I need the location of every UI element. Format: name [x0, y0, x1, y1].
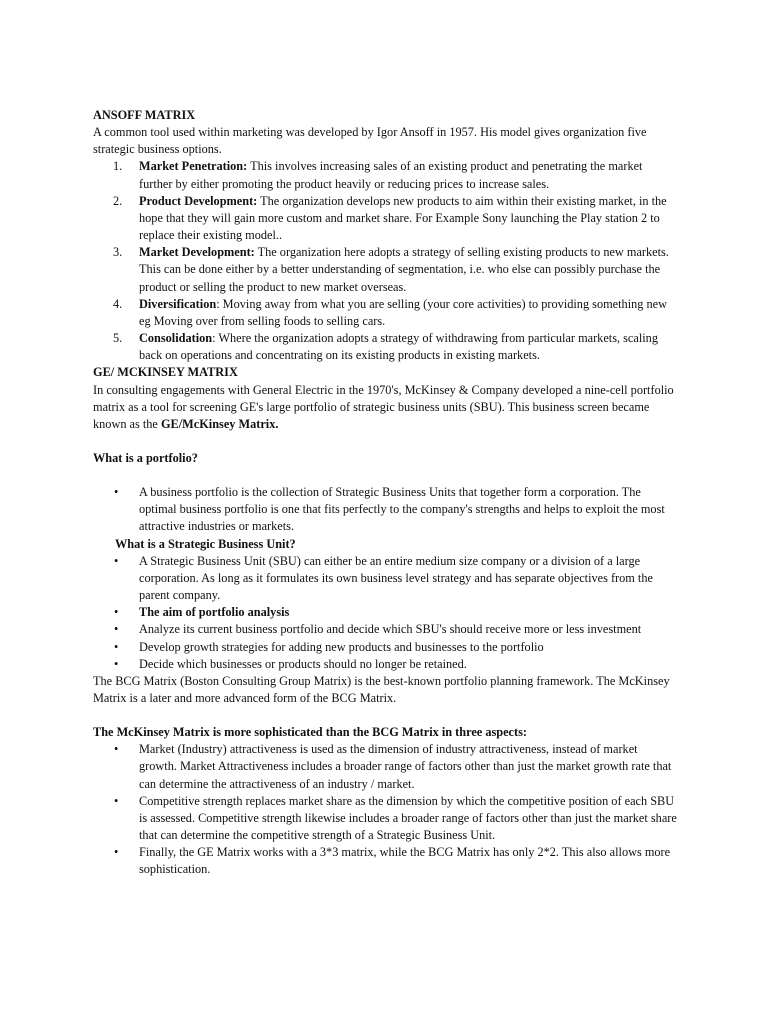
bullet-item	[93, 793, 678, 844]
bullet-item	[93, 621, 678, 638]
item-number: 5.	[113, 331, 123, 346]
spacer	[93, 707, 678, 724]
ge-intro-term: GE/McKinsey Matrix.	[160, 416, 279, 431]
item-text	[139, 296, 678, 330]
ansoff-item	[93, 193, 678, 244]
ge-heading: GE/ MCKINSEY MATRIX	[93, 365, 238, 380]
ansoff-intro: A common tool used within marketing was developed by Igor Ansoff in 1957. His model gives organization five strategic business options.	[93, 125, 647, 157]
item-description: The organization here adopts a strategy of selling existing products to new markets. This can be done either by a better understanding of segmentation, i.e. who else can possibly purchase the product or selling the product to new market overseas.	[139, 245, 669, 294]
item-number: 1.	[113, 159, 123, 174]
ansoff-heading: ANSOFF MATRIX	[93, 108, 196, 122]
bullet-text: A business portfolio is the collection of Strategic Business Units that together form a corporation. The optimal business portfolio is one that fits perfectly to the company's strengths and helps to exploit the most attractive industries or markets.	[139, 485, 665, 534]
item-number: 2.	[113, 193, 123, 208]
item-description: This involves increasing sales of an existing product and penetrating the market further by either promoting the product heavily or reducing prices to increase sales.	[139, 159, 643, 191]
item-number: 4.	[113, 296, 123, 311]
bcg-paragraph: The BCG Matrix (Boston Consulting Group Matrix) is the best-known portfolio planning framework. The McKinsey Matrix is a later and more advanced form of the BCG Matrix.	[93, 673, 670, 705]
spacer	[93, 433, 678, 450]
bullet-text: Market (Industry) attractiveness is used as the dimension of industry attractiveness, instead of market growth. Market Attractiveness includes a broader range of factors other than just the market growth rate that can determine the attractiveness of an industry / market.	[139, 742, 672, 791]
item-term: Market Penetration:	[139, 159, 248, 174]
item-text	[139, 193, 678, 244]
ansoff-item	[93, 158, 678, 192]
bullet-item	[93, 553, 678, 604]
spacer	[93, 467, 678, 484]
bullet-text: Develop growth strategies for adding new products and businesses to the portfolio	[139, 639, 544, 654]
bullet-glyph: •	[114, 622, 119, 637]
bullet-glyph: •	[114, 793, 119, 808]
item-term: Market Development:	[139, 245, 255, 260]
bullet-item	[93, 639, 678, 656]
bullet-text: Finally, the GE Matrix works with a 3*3 matrix, while the BCG Matrix has only 2*2. This also allows more sophistication.	[139, 845, 671, 877]
item-text	[139, 158, 678, 192]
portfolio-question: What is a portfolio?	[93, 450, 198, 465]
item-description: : Moving away from what you are selling (your core activities) to providing something new eg Moving over from selling foods to selling cars.	[139, 296, 667, 328]
bullet-heading: The aim of portfolio analysis	[139, 605, 290, 620]
bullet-glyph: •	[114, 485, 119, 500]
bullet-item	[93, 656, 678, 673]
bullet-text: Competitive strength replaces market share as the dimension by which the competitive position of each SBU is assessed. Competitive strength likewise includes a broader range of factors other than just the market share that can determine the competitive strength of a Strategic Business Unit.	[139, 793, 677, 843]
ge-intro-text: In consulting engagements with General Electric in the 1970's, McKinsey & Company developed a nine-cell portfolio matrix as a tool for screening GE's large portfolio of strategic business units (SBU). This business screen became known as the	[93, 382, 674, 431]
bullet-item	[93, 741, 678, 792]
sbu-question: What is a Strategic Business Unit?	[115, 536, 296, 551]
bullet-glyph: •	[114, 845, 119, 860]
item-term: Diversification	[139, 296, 217, 311]
bullet-text	[139, 604, 678, 621]
item-text	[139, 244, 678, 295]
item-text	[139, 330, 678, 364]
item-term: Product Development:	[139, 193, 258, 208]
bullet-item	[93, 604, 678, 621]
bullet-text: A Strategic Business Unit (SBU) can either be an entire medium size company or a division of a large corporation. As long as it formulates its own business level strategy and has separate objectives from the parent company.	[139, 553, 653, 603]
item-term: Consolidation	[139, 331, 213, 346]
bullet-glyph: •	[114, 605, 119, 620]
aspects-heading: The McKinsey Matrix is more sophisticated than the BCG Matrix in three aspects:	[93, 725, 527, 740]
bullet-glyph: •	[114, 656, 119, 671]
bullet-glyph: •	[114, 553, 119, 568]
item-description: : Where the organization adopts a strategy of withdrawing from particular markets, scaling back on operations and concentrating on its existing products in existing markets.	[139, 331, 658, 363]
bullet-text: Decide which businesses or products should no longer be retained.	[139, 656, 467, 671]
ge-intro	[93, 382, 678, 433]
bullet-glyph: •	[114, 639, 119, 654]
bullet-text: Analyze its current business portfolio and decide which SBU's should receive more or less investment	[139, 622, 642, 637]
document-body	[93, 107, 678, 879]
ansoff-item	[93, 296, 678, 330]
bullet-glyph: •	[114, 742, 119, 757]
ansoff-item	[93, 330, 678, 364]
item-description: The organization develops new products to aim within their existing market, in the hope that they will gain more custom and market share. For Example Sony launching the Play station 2 to replace their existing model..	[139, 193, 667, 243]
ansoff-item	[93, 244, 678, 295]
bullet-item	[93, 484, 678, 535]
item-number: 3.	[113, 245, 123, 260]
bullet-item	[93, 844, 678, 878]
